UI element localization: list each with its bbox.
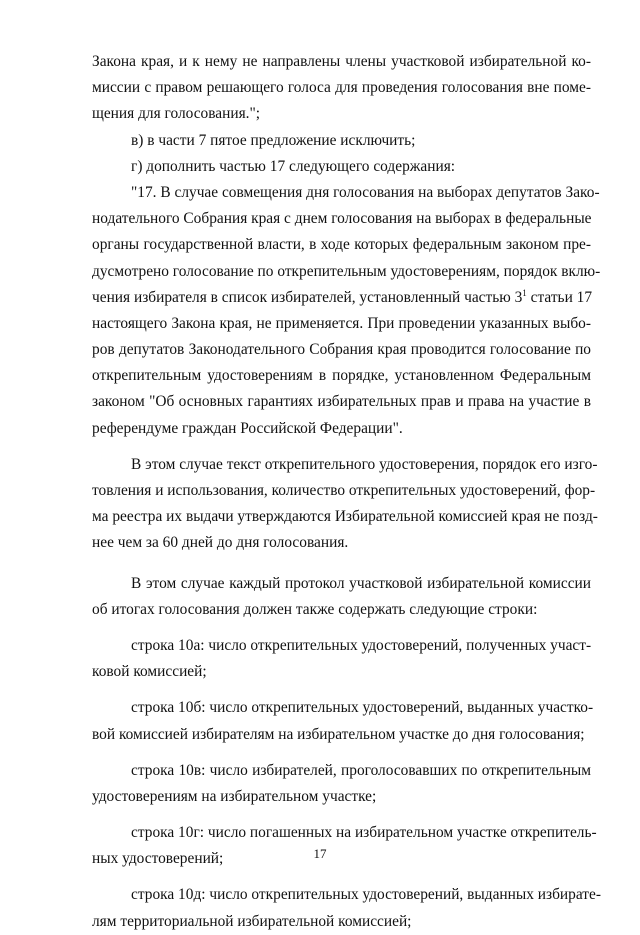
text-line: миссии с правом решающего голоса для проведения голосования вне поме- (92, 79, 591, 97)
text-line: об итогах голосования должен также содержать следующие строки: (92, 600, 538, 618)
text-line: вой комиссией избирателям на избирательном участке до дня голосования; (92, 725, 585, 743)
text-line: В этом случае каждый протокол участковой избирательной комиссии (131, 574, 591, 592)
text-line: референдуме граждан Российской Федерации". (92, 419, 403, 437)
text-line: товления и использования, количество открепительных удостоверений, фор- (92, 482, 596, 499)
text-line: строка 10д: число открепительных удостоверений, выданных избирате- (131, 886, 601, 904)
text-line: дусмотрено голосование по открепительным удостоверениям, порядок вклю- (92, 262, 601, 280)
text-line: настоящего Закона края, не применяется. При проведении указанных выбо- (92, 314, 591, 332)
text-line: ных удостоверений; (92, 850, 224, 868)
text-line: открепительным удостоверениям в порядке, установленном Федеральным (92, 367, 591, 385)
text-line: строка 10в: число избирателей, проголосовавших по открепительным (131, 761, 591, 779)
text-line: строка 10б: число открепительных удостоверений, выданных участко- (131, 699, 594, 717)
text-line: нодательного Собрания края с днем голосования на выборах в федеральные (92, 210, 592, 228)
text-line: удостоверениям на избирательном участке; (92, 787, 377, 805)
page-number: 17 (313, 846, 327, 861)
text-line: лям территориальной избирательной комиссией; (92, 912, 412, 930)
superscript: 1 (522, 287, 527, 298)
text-line: щения для голосования."; (92, 105, 261, 123)
text-line: законом "Об основных гарантиях избирательных прав и права на участие в (92, 393, 591, 411)
text-line: Закона края, и к нему не направлены члены участковой избирательной ко- (92, 53, 591, 70)
text-line: нее чем за 60 дней до дня голосования. (92, 534, 349, 552)
text-line: В этом случае текст открепительного удостоверения, порядок его изго- (131, 455, 598, 473)
text-line: строка 10а: число открепительных удостоверений, полученных участ- (131, 636, 592, 654)
text-segment: чения избирателя в список избирателей, установленный частью 3 (92, 288, 523, 306)
text-line: г) дополнить частью 17 следующего содержания: (131, 157, 456, 175)
text-line: ма реестра их выдачи утверждаются Избирательной комиссией края не позд- (92, 508, 598, 526)
text-line: в) в части 7 пятое предложение исключить; (131, 131, 416, 149)
text-line: ров депутатов Законодательного Собрания края проводится голосование по (92, 341, 591, 359)
text-line: "17. В случае совмещения дня голосования на выборах депутатов Зако- (131, 183, 600, 201)
text-line: органы государственной власти, в ходе которых федеральным законом пре- (92, 236, 591, 254)
text-line: строка 10г: число погашенных на избирательном участке открепитель- (131, 824, 597, 842)
document-body (92, 49, 601, 935)
text-line: ковой комиссией; (92, 663, 207, 681)
text-segment: статьи 17 (526, 288, 593, 306)
text-line-with-superscript (92, 285, 591, 311)
